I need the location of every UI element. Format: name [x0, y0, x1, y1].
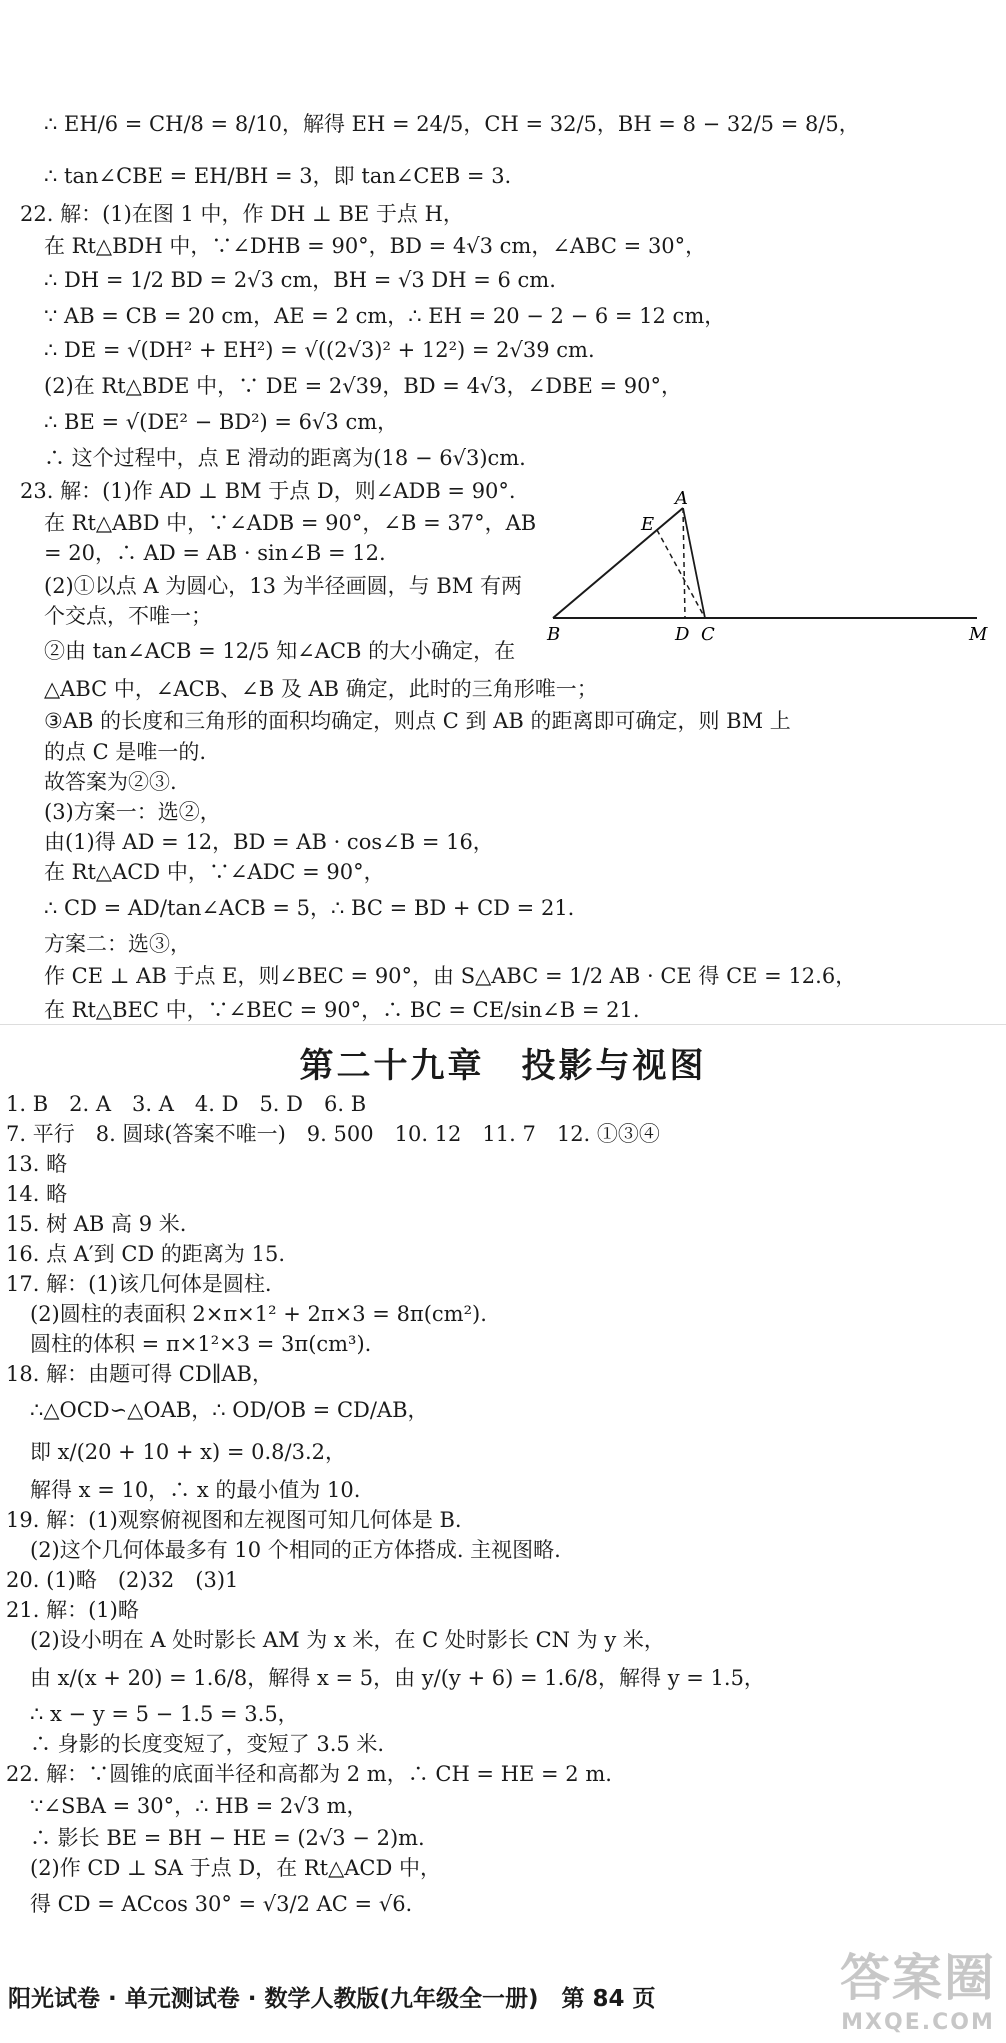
answer-line: 15. 树 AB 高 9 米. — [6, 1212, 187, 1236]
label-d: D — [675, 624, 690, 645]
answer-line: 22. 解：∵圆锥的底面半径和高都为 2 m，∴ CH = HE = 2 m. — [6, 1762, 612, 1786]
label-b: B — [547, 624, 561, 645]
answer-line: ∴ BE = √(DE² − BD²) = 6√3 cm， — [44, 410, 399, 434]
triangle-figure — [545, 490, 1000, 645]
answer-line: ∴ tan∠CBE = EH/BH = 3，即 tan∠CEB = 3. — [44, 164, 512, 188]
label-c: C — [701, 624, 715, 645]
answer-line: (2)作 CD ⊥ SA 于点 D，在 Rt△ACD 中， — [30, 1856, 441, 1880]
answer-line: ③AB 的长度和三角形的面积均确定，则点 C 到 AB 的距离即可确定，则 BM 上 — [44, 709, 791, 733]
answer-line: ②由 tan∠ACB = 12/5 知∠ACB 的大小确定，在 — [44, 639, 516, 663]
answer-line: 20. (1)略 (2)32 (3)1 — [6, 1568, 239, 1592]
answer-line: 16. 点 A′到 CD 的距离为 15. — [6, 1242, 286, 1266]
answer-line: 方案二：选③， — [44, 932, 191, 956]
answer-line: 在 Rt△ACD 中，∵∠ADC = 90°， — [44, 860, 385, 884]
label-m: M — [969, 624, 988, 645]
section-separator — [0, 1024, 1006, 1025]
answer-line: ∵∠SBA = 30°，∴ HB = 2√3 m， — [30, 1794, 368, 1818]
answer-line: 故答案为②③. — [44, 770, 177, 794]
answer-line: ∴ EH/6 = CH/8 = 8/10，解得 EH = 24/5，CH = 32/5，BH = 8 − 32/5 = 8/5， — [44, 112, 860, 136]
answer-line: △ABC 中，∠ACB、∠B 及 AB 确定，此时的三角形唯一； — [44, 677, 598, 701]
answer-line: 在 Rt△BEC 中，∵∠BEC = 90°，∴ BC = CE/sin∠B = 21. — [44, 998, 640, 1022]
answer-line: ∴ DH = 1/2 BD = 2√3 cm，BH = √3 DH = 6 cm. — [44, 268, 556, 292]
answer-line: = 20，∴ AD = AB · sin∠B = 12. — [44, 541, 386, 565]
answer-line: ∴ x − y = 5 − 1.5 = 3.5， — [30, 1702, 299, 1726]
label-a: A — [675, 490, 688, 509]
answer-line: 1. B 2. A 3. A 4. D 5. D 6. B — [6, 1092, 367, 1116]
answer-line: 21. 解：(1)略 — [6, 1598, 139, 1622]
answer-line: 18. 解：由题可得 CD∥AB， — [6, 1362, 273, 1386]
answer-line: (2)这个几何体最多有 10 个相同的正方体搭成. 主视图略. — [30, 1538, 561, 1562]
answer-line: 的点 C 是唯一的. — [44, 740, 207, 764]
answer-line: 7. 平行 8. 圆球(答案不唯一) 9. 500 10. 12 11. 7 12. ①③④ — [6, 1122, 660, 1146]
answer-line: (3)方案一：选②， — [44, 800, 221, 824]
answer-line: 22. 解：(1)在图 1 中，作 DH ⊥ BE 于点 H， — [20, 202, 464, 226]
answer-line: 解得 x = 10，∴ x 的最小值为 10. — [30, 1478, 361, 1502]
answer-line: 圆柱的体积 = π×1²×3 = 3π(cm³). — [30, 1332, 372, 1356]
answer-line: 17. 解：(1)该几何体是圆柱. — [6, 1272, 272, 1296]
answer-line: 得 CD = ACcos 30° = √3/2 AC = √6. — [30, 1892, 413, 1916]
answer-line: ∴ 这个过程中，点 E 滑动的距离为(18 − 6√3)cm. — [44, 446, 526, 470]
answer-line: (2)圆柱的表面积 2×π×1² + 2π×3 = 8π(cm²). — [30, 1302, 487, 1326]
answer-line: 即 x/(20 + 10 + x) = 0.8/3.2， — [30, 1440, 346, 1464]
answer-line: 作 CE ⊥ AB 于点 E，则∠BEC = 90°，由 S△ABC = 1/2 AB · CE 得 CE = 12.6， — [44, 964, 857, 988]
answer-line: (2)①以点 A 为圆心，13 为半径画圆，与 BM 有两 — [44, 574, 522, 598]
answer-line: 23. 解：(1)作 AD ⊥ BM 于点 D，则∠ADB = 90°. — [20, 479, 516, 503]
answer-line: 在 Rt△ABD 中，∵∠ADB = 90°，∠B = 37°，AB — [44, 511, 537, 535]
segment-ac — [683, 508, 705, 618]
watermark-logo: 答案圈 MXQE.COM — [840, 1949, 996, 2035]
segment-ec — [657, 530, 705, 618]
answer-line: ∴ DE = √(DH² + EH²) = √((2√3)² + 12²) = 2√39 cm. — [44, 338, 595, 362]
answer-line: 19. 解：(1)观察俯视图和左视图可知几何体是 B. — [6, 1508, 462, 1532]
answer-line: ∴ 影长 BE = BH − HE = (2√3 − 2)m. — [30, 1826, 425, 1850]
answer-line: 13. 略 — [6, 1152, 68, 1176]
answer-line: 由 x/(x + 20) = 1.6/8，解得 x = 5，由 y/(y + 6) = 1.6/8，解得 y = 1.5， — [30, 1666, 765, 1690]
label-e: E — [641, 514, 655, 535]
answer-line: (2)设小明在 A 处时影长 AM 为 x 米，在 C 处时影长 CN 为 y 米， — [30, 1628, 665, 1652]
answer-line: (2)在 Rt△BDE 中，∵ DE = 2√39，BD = 4√3，∠DBE = 90°， — [44, 374, 683, 398]
segment-ba — [553, 508, 683, 618]
answer-line: 由(1)得 AD = 12，BD = AB · cos∠B = 16， — [44, 830, 494, 854]
answer-line: 个交点，不唯一； — [44, 604, 212, 628]
answer-line: ∴ 身影的长度变短了，变短了 3.5 米. — [30, 1732, 385, 1756]
answer-line: 在 Rt△BDH 中，∵∠DHB = 90°，BD = 4√3 cm，∠ABC = 30°， — [44, 234, 707, 258]
answer-line: ∵ AB = CB = 20 cm，AE = 2 cm，∴ EH = 20 − 2 − 6 = 12 cm， — [44, 304, 726, 328]
segment-ad — [683, 508, 685, 618]
answer-line: ∴△OCD∽△OAB，∴ OD/OB = CD/AB， — [30, 1398, 429, 1422]
page-footer: 阳光试卷 · 单元测试卷 · 数学人教版(九年级全一册) 第 84 页 — [8, 1986, 656, 2012]
answer-line: ∴ CD = AD/tan∠ACB = 5，∴ BC = BD + CD = 21. — [44, 896, 575, 920]
chapter-title: 第二十九章 投影与视图 — [299, 1046, 707, 1086]
answer-line: 14. 略 — [6, 1182, 68, 1206]
